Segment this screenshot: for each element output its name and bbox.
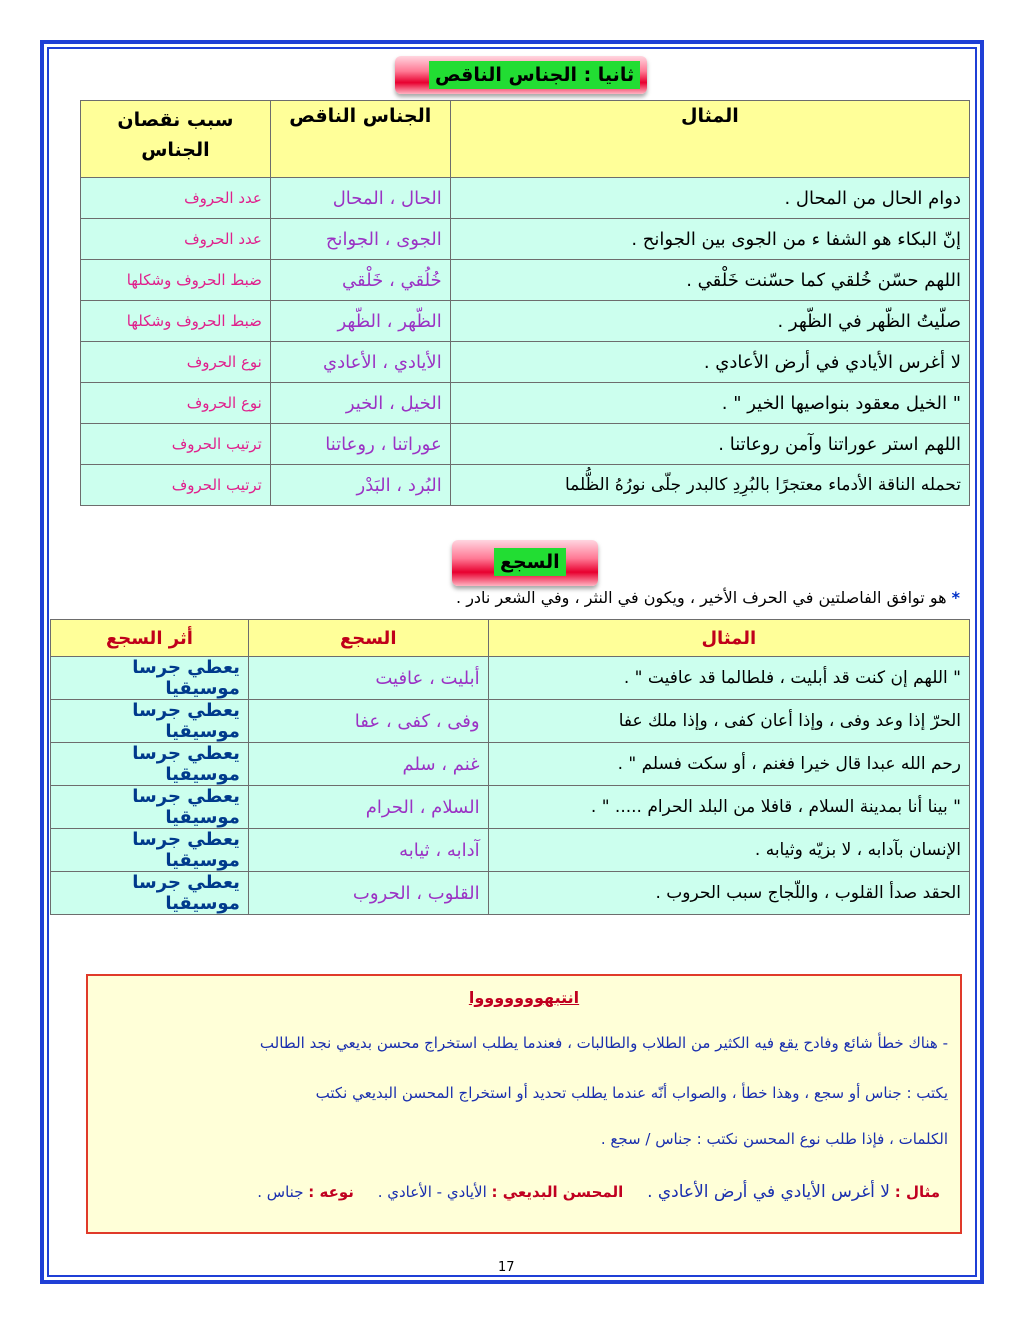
table-row [51,657,970,700]
example-cell: " بينا أنا بمدينة السلام ، قافلا من البلد الحرام ..... " . [488,786,969,829]
saj-table [50,619,970,915]
example-cell: اللهم استر عوراتنا وآمن روعاتنا . [450,424,969,465]
example-cell: " اللهم إن كنت قد أبليت ، فلطالما قد عافيت " . [488,657,969,700]
saj-cell: السلام ، الحرام [248,786,488,829]
header-example: المثال [450,101,969,178]
jinas-table [80,100,970,506]
example-cell: إنّ البكاء هو الشفا ء من الجوى بين الجوانح . [450,219,969,260]
star-bullet: * [951,588,960,607]
table-row [81,219,970,260]
example-cell: " الخيل معقود بنواصيها الخير " . [450,383,969,424]
header-jinas: الجناس الناقص [270,101,450,178]
section1-banner [395,56,647,94]
effect-cell: يعطي جرسا موسيقيا [51,872,249,915]
example-text: لا أغرس الأيادي في أرض الأعادي . [647,1182,890,1202]
table-header-row [51,620,970,657]
reason-cell: عدد الحروف [81,219,271,260]
table-row [51,743,970,786]
header-saj: السجع [248,620,488,657]
table-row [81,342,970,383]
table-row [51,829,970,872]
section1-title: ثانيا : الجناس الناقص [429,61,640,89]
reason-cell: ضبط الحروف وشكلها [81,301,271,342]
reason-cell: ترتيب الحروف [81,465,271,506]
reason-cell: ضبط الحروف وشكلها [81,260,271,301]
table-row [51,700,970,743]
table-row [81,383,970,424]
table-row [81,465,970,506]
example-label: مثال : [894,1183,940,1201]
header-effect: أثر السجع [51,620,249,657]
jinas-cell: الجوى ، الجوانح [270,219,450,260]
note-example-line [257,1182,940,1202]
warning-note-box [86,974,962,1234]
reason-cell: نوع الحروف [81,342,271,383]
example-cell: الإنسان بآدابه ، لا بزيّه وثيابه . [488,829,969,872]
table-row [81,260,970,301]
reason-cell: نوع الحروف [81,383,271,424]
type-label: نوعه : [308,1183,354,1201]
note-line-3: الكلمات ، فإذا طلب نوع المحسن نكتب : جناس / سجع . [600,1130,948,1148]
device-label: المحسن البديعي : [491,1183,624,1201]
effect-cell: يعطي جرسا موسيقيا [51,700,249,743]
effect-cell: يعطي جرسا موسيقيا [51,829,249,872]
example-cell: لا أغرس الأيادي في أرض الأعادي . [450,342,969,383]
saj-cell: القلوب ، الحروب [248,872,488,915]
jinas-cell: البُرد ، البَدْر [270,465,450,506]
example-cell: صلّيتُ الظّهر في الظّهر . [450,301,969,342]
device-value: الأيادي - الأعادي . [377,1183,487,1201]
saj-cell: وفى ، كفى ، عفا [248,700,488,743]
effect-cell: يعطي جرسا موسيقيا [51,786,249,829]
saj-cell: آدابه ، ثيابه [248,829,488,872]
jinas-cell: عوراتنا ، روعاتنا [270,424,450,465]
header-reason: سبب نقصان الجناس [81,101,271,178]
example-cell: الحرّ إذا وعد وفى ، وإذا أعان كفى ، وإذا ملك عفا [488,700,969,743]
reason-cell: ترتيب الحروف [81,424,271,465]
reason-cell: عدد الحروف [81,178,271,219]
saj-cell: غنم ، سلم [248,743,488,786]
example-cell: رحم الله عبدا قال خيرا فغنم ، أو سكت فسلم " . [488,743,969,786]
jinas-cell: الظّهر ، الظّهر [270,301,450,342]
page-number: 17 [498,1260,515,1275]
header-example: المثال [488,620,969,657]
effect-cell: يعطي جرسا موسيقيا [51,657,249,700]
example-cell: تحمله الناقة الأدماء معتجرًا بالبُرِدِ كالبدر جلّى نورُهُ الظُّلما [450,465,969,506]
saj-cell: أبليت ، عافيت [248,657,488,700]
jinas-cell: الأيادي ، الأعادي [270,342,450,383]
table-row [81,301,970,342]
saj-definition [300,588,960,607]
table-row [51,872,970,915]
jinas-cell: الخيل ، الخير [270,383,450,424]
effect-cell: يعطي جرسا موسيقيا [51,743,249,786]
note-line-1: - هناك خطأ شائع وفادح يقع فيه الكثير من الطلاب والطالبات ، فعندما يطلب استخراج محسن بديعي نجد الطالب [259,1034,948,1052]
example-cell: دوام الحال من المحال . [450,178,969,219]
definition-text: هو توافق الفاصلتين في الحرف الأخير ، ويكون في النثر ، وفي الشعر نادر . [456,588,947,607]
table-row [51,786,970,829]
note-line-2: يكتب : جناس أو سجع ، وهذا خطأ ، والصواب أنّه عندما يطلب تحديد أو استخراج المحسن البديعي نكتب [315,1084,948,1102]
jinas-cell: خُلُقي ، خَلْقي [270,260,450,301]
table-row [81,178,970,219]
table-row [81,424,970,465]
section2-banner [452,540,598,586]
section2-title: السجع [494,548,566,576]
jinas-cell: الحال ، المحال [270,178,450,219]
table-header-row [81,101,970,178]
type-value: جناس . [257,1183,304,1201]
note-title: انتبهوووووووا [468,988,580,1007]
example-cell: الحقد صدأ القلوب ، واللّجاج سبب الحروب . [488,872,969,915]
example-cell: اللهم حسّن خُلقي كما حسّنت خَلْقي . [450,260,969,301]
